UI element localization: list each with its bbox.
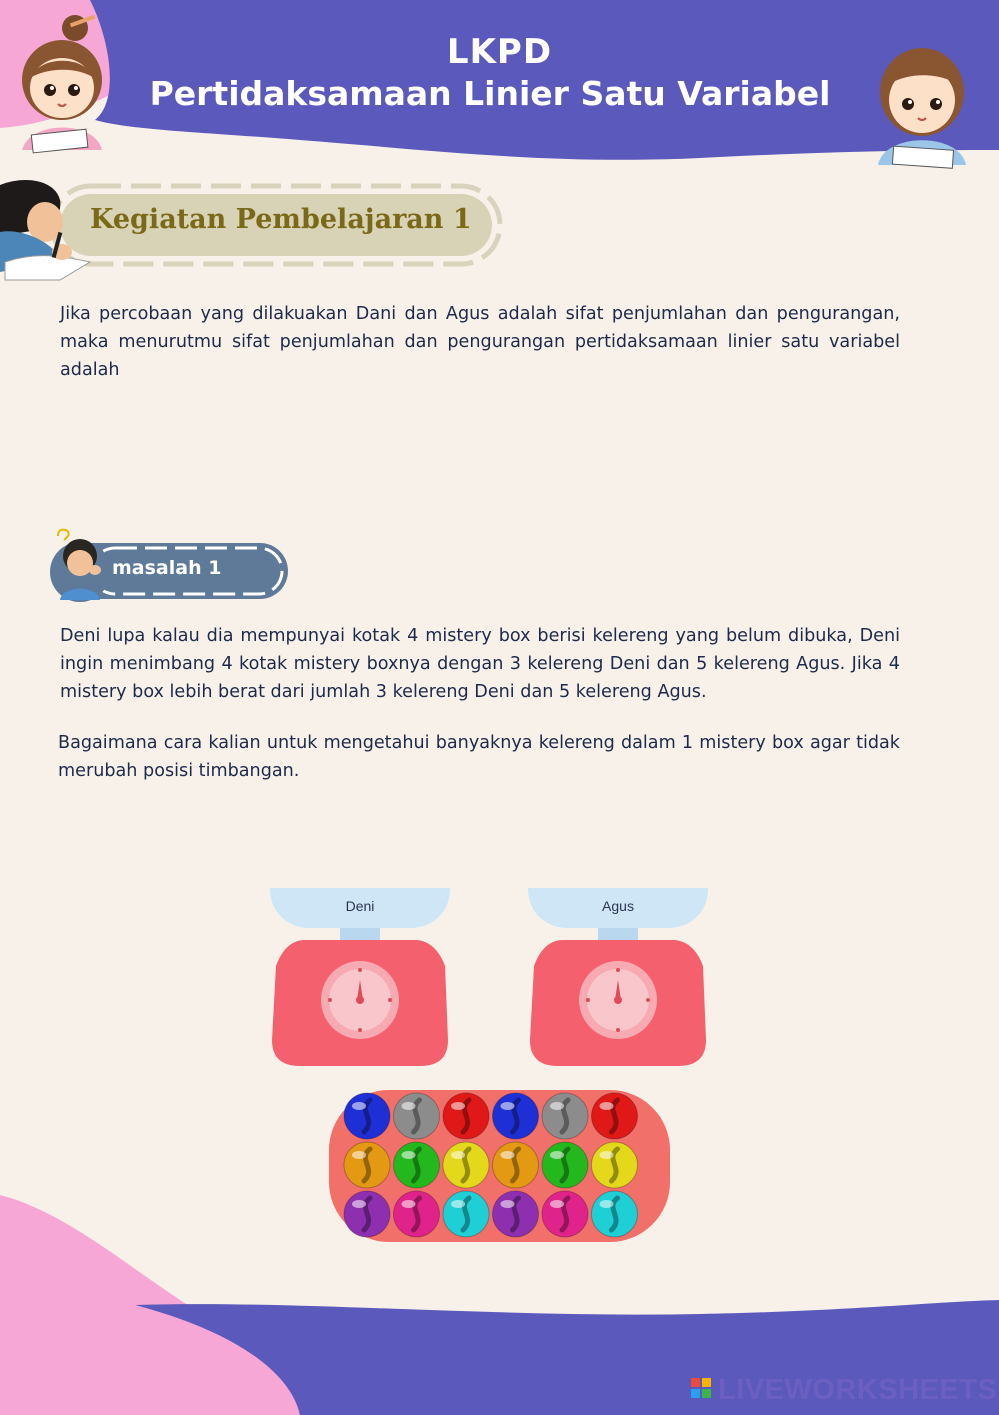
worksheet-title-line2: Pertidaksamaan Linier Satu Variabel: [149, 74, 831, 113]
marble: [493, 1191, 539, 1237]
scale-label-deni: Deni: [345, 898, 375, 914]
marble: [394, 1142, 440, 1188]
kegiatan-label: Kegiatan Pembelajaran 1: [90, 204, 472, 235]
masalah-problem-text: Deni lupa kalau dia mempunyai kotak 4 mistery box berisi kelereng yang belum dibuka, Deni ingin menimbang 4 kotak mistery boxnya dengan 3 kelereng Deni dan 5 kelereng Agus. Jika 4 mistery box lebih berat dari jumlah 3 kelereng Deni dan 5 kelereng Agus.: [60, 626, 900, 702]
marble: [493, 1142, 539, 1188]
marble: [493, 1093, 539, 1139]
marble: [443, 1093, 489, 1139]
marble: [443, 1142, 489, 1188]
marble: [344, 1093, 390, 1139]
masalah-question-text: Bagaimana cara kalian untuk mengetahui banyaknya kelereng dalam 1 mistery box agar tidak merubah posisi timbangan.: [58, 733, 900, 781]
liveworksheets-brand: LIVEWORKSHEETS: [718, 1374, 998, 1406]
marble: [592, 1191, 638, 1237]
marble: [592, 1142, 638, 1188]
marble: [344, 1142, 390, 1188]
worksheet-title-line1: LKPD: [446, 32, 553, 72]
scale-label-agus: Agus: [602, 898, 634, 914]
marble: [542, 1093, 588, 1139]
marble: [394, 1093, 440, 1139]
masalah-label: masalah 1: [112, 557, 222, 579]
kegiatan-intro-text: Jika percobaan yang dilakuakan Dani dan Agus adalah sifat penjumlahan dan pengurangan, maka menurutmu sifat penjumlahan dan pengurangan pertidaksamaan linier satu variabel adalah: [60, 304, 900, 380]
scale-deni: [270, 888, 450, 1066]
marble: [394, 1191, 440, 1237]
scale-agus: [528, 888, 708, 1066]
marble: [542, 1142, 588, 1188]
marble: [344, 1191, 390, 1237]
marble: [592, 1093, 638, 1139]
marble: [542, 1191, 588, 1237]
marble: [443, 1191, 489, 1237]
